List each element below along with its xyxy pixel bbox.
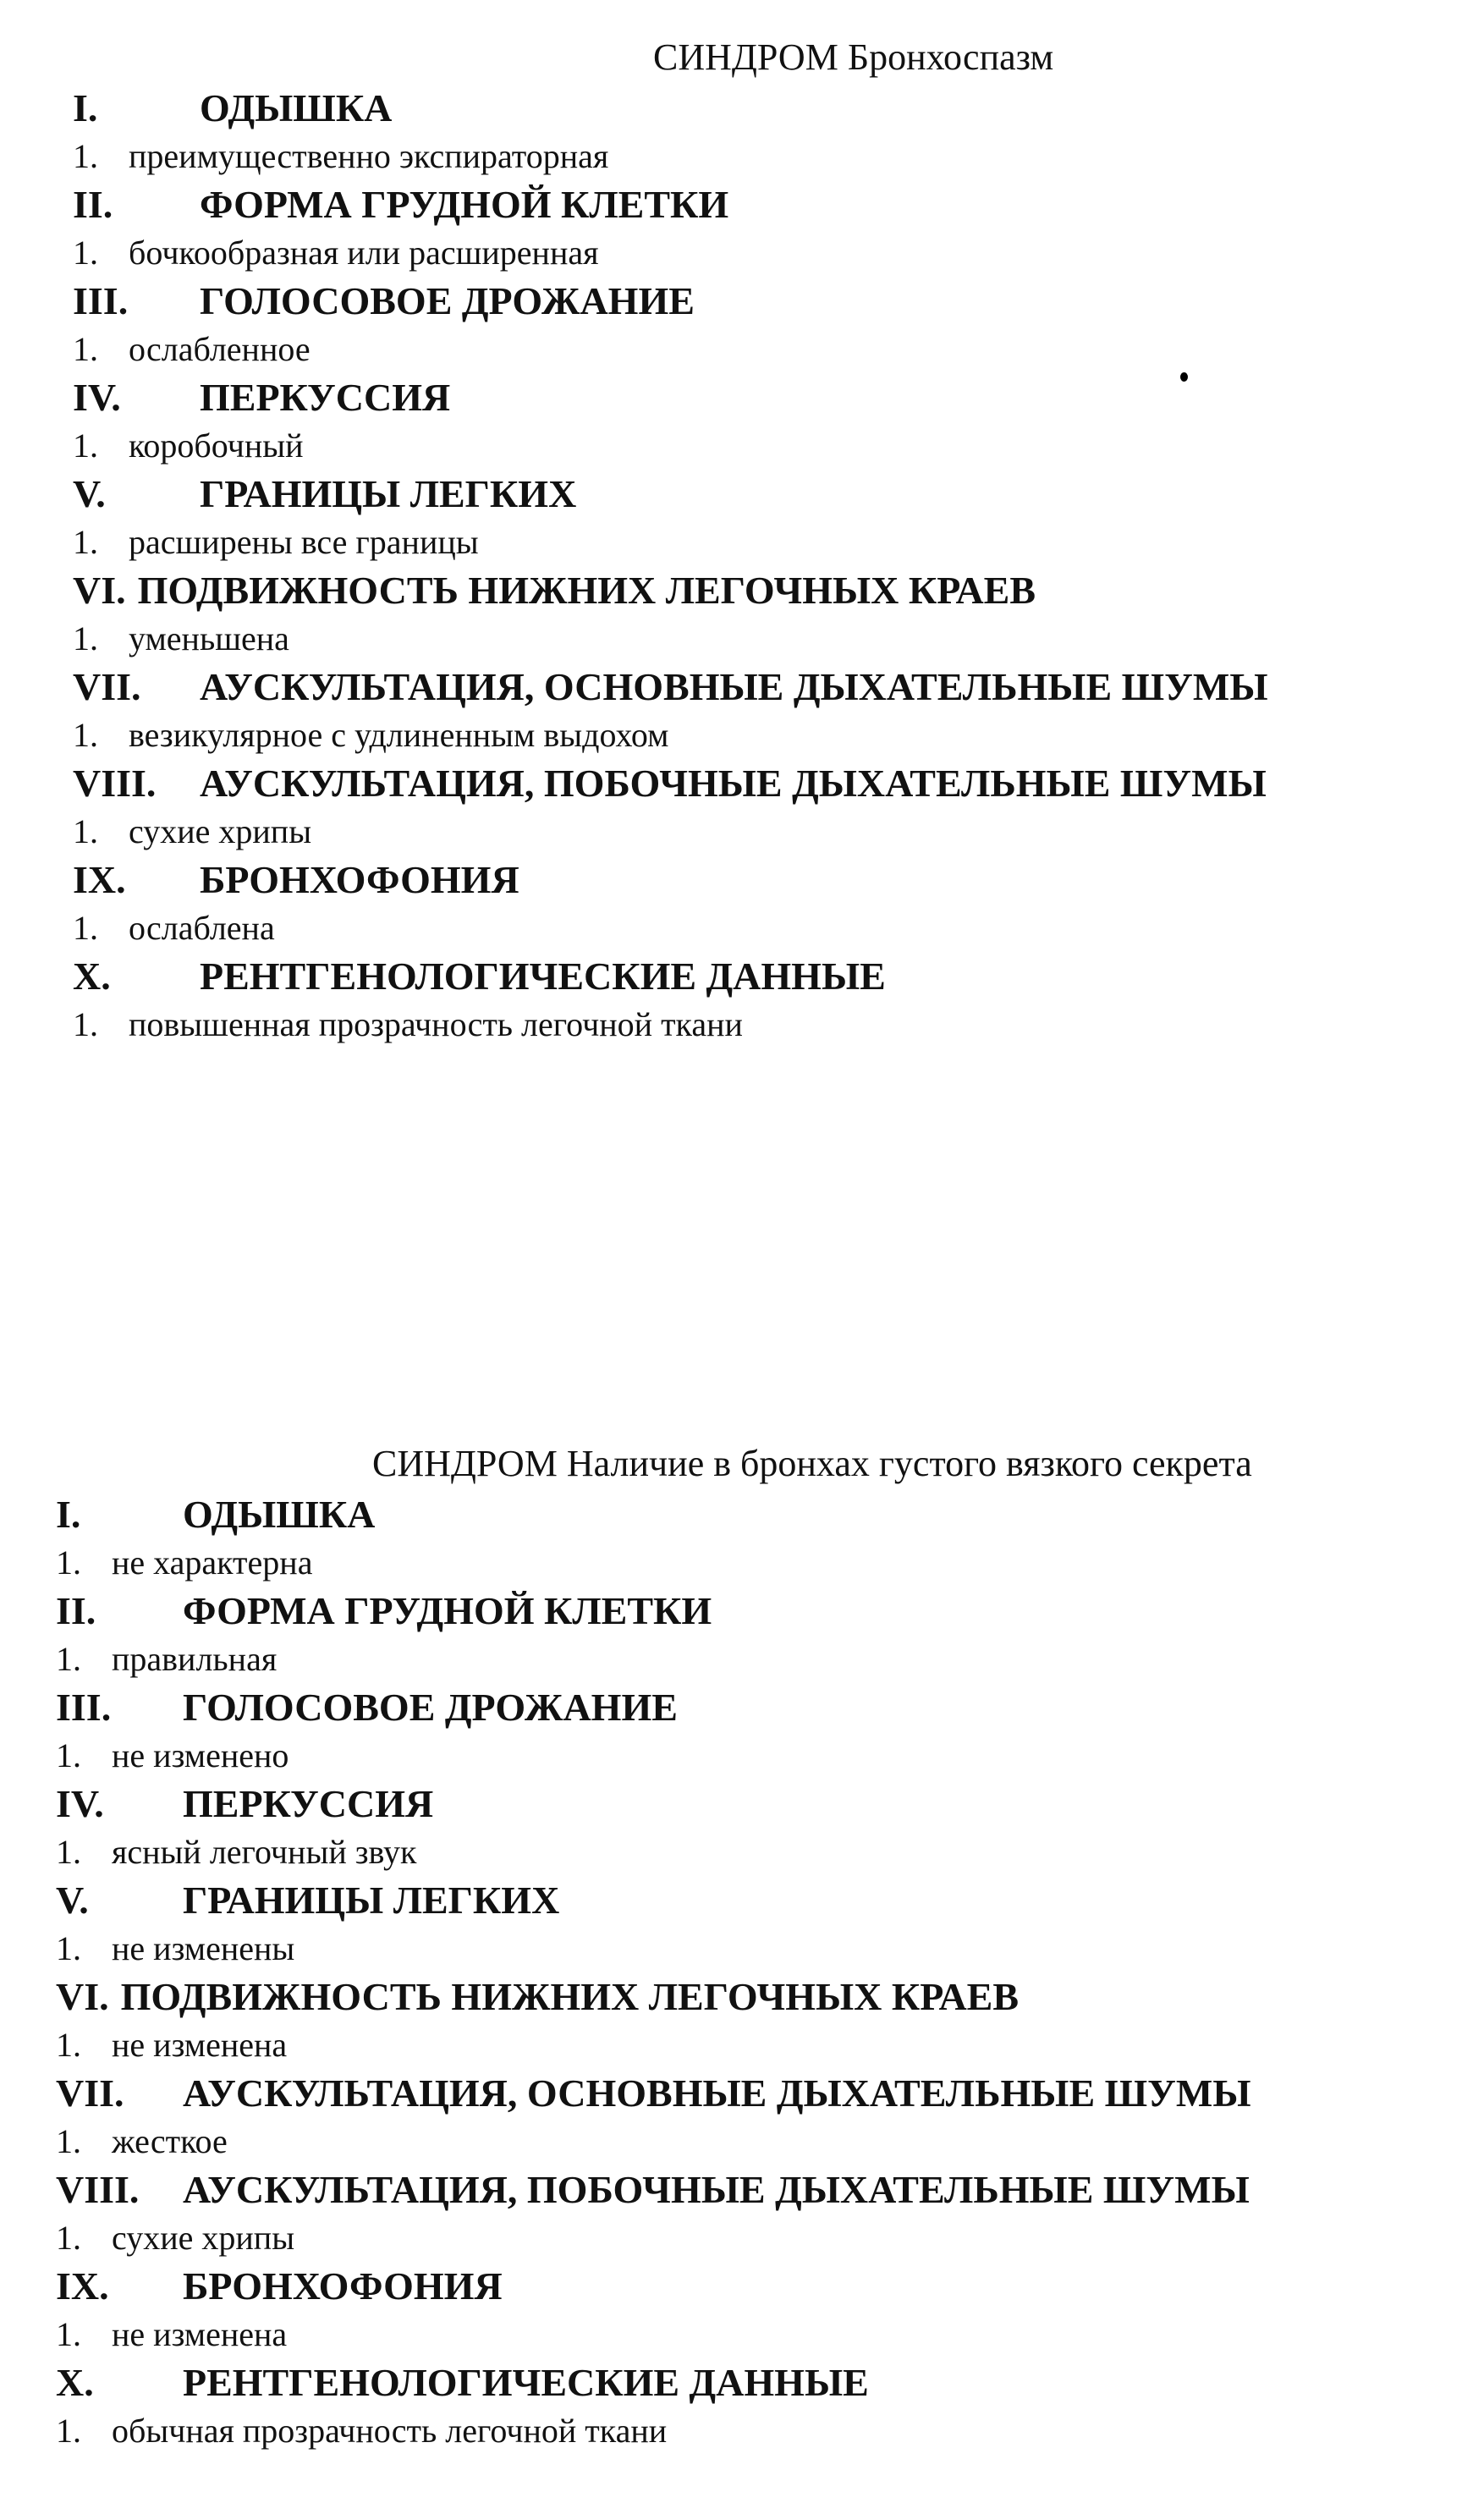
roman-numeral: VI.: [56, 1975, 109, 2018]
finding-item: [56, 2119, 1484, 2165]
finding-text: уменьшена: [129, 619, 289, 657]
finding-item: [56, 2408, 1484, 2454]
section-heading: [56, 1875, 1484, 1926]
section-heading: [73, 951, 1484, 1002]
finding-item: [56, 1540, 1484, 1586]
finding-text: ослаблена: [129, 909, 275, 947]
section: [0, 2261, 1484, 2357]
finding-text: ослабленное: [129, 330, 311, 368]
heading-text: ПОДВИЖНОСТЬ НИЖНИХ ЛЕГОЧНЫХ КРАЕВ: [120, 1975, 1020, 2018]
finding-text: коробочный: [129, 426, 304, 465]
syndrome-title: СИНДРОМ Бронхоспазм: [653, 36, 1054, 78]
finding-number: 1.: [56, 1929, 81, 1967]
section: [0, 758, 1484, 855]
section-heading: [56, 2165, 1484, 2215]
finding-text: преимущественно экспираторная: [129, 137, 609, 175]
syndrome-block-bronchospasm: [0, 32, 1484, 1048]
roman-numeral: VIII.: [73, 762, 157, 805]
section-heading: [56, 1972, 1484, 2022]
roman-numeral: I.: [73, 86, 98, 129]
roman-numeral: IV.: [56, 1782, 104, 1825]
finding-text: обычная прозрачность легочной ткани: [112, 2412, 668, 2450]
section-heading: [73, 758, 1484, 809]
finding-item: [73, 327, 1484, 372]
roman-numeral: IX.: [73, 858, 126, 901]
section-heading: [56, 2068, 1484, 2119]
finding-text: не изменено: [112, 1736, 289, 1774]
section-heading: [56, 1779, 1484, 1829]
section-heading: [56, 2261, 1484, 2312]
heading-text: ПЕРКУССИЯ: [183, 1782, 434, 1825]
finding-number: 1.: [73, 716, 98, 754]
finding-text: расширены все границы: [129, 523, 479, 561]
heading-text: ПЕРКУССИЯ: [200, 376, 451, 419]
heading-text: ГРАНИЦЫ ЛЕГКИХ: [200, 472, 577, 515]
roman-numeral: II.: [56, 1589, 96, 1632]
section: [0, 372, 1484, 469]
roman-numeral: II.: [73, 183, 113, 226]
finding-item: [56, 1637, 1484, 1682]
finding-number: 1.: [73, 523, 98, 561]
section: [0, 179, 1484, 276]
section: [0, 1489, 1484, 1586]
finding-number: 1.: [56, 1736, 81, 1774]
roman-numeral: VIII.: [56, 2168, 140, 2211]
finding-item: [56, 2215, 1484, 2261]
section-heading: [56, 1682, 1484, 1733]
finding-number: 1.: [56, 1833, 81, 1871]
finding-number: 1.: [73, 909, 98, 947]
heading-text: БРОНХОФОНИЯ: [200, 858, 519, 901]
roman-numeral: X.: [73, 954, 111, 998]
roman-numeral: VII.: [73, 665, 141, 708]
section-heading: [73, 179, 1484, 230]
section: [0, 276, 1484, 372]
heading-text: АУСКУЛЬТАЦИЯ, ПОБОЧНЫЕ ДЫХАТЕЛЬНЫЕ ШУМЫ: [183, 2168, 1250, 2211]
heading-text: РЕНТГЕНОЛОГИЧЕСКИЕ ДАННЫЕ: [183, 2361, 869, 2404]
section: [0, 83, 1484, 179]
heading-text: РЕНТГЕНОЛОГИЧЕСКИЕ ДАННЫЕ: [200, 954, 886, 998]
roman-numeral: VI.: [73, 569, 126, 612]
finding-number: 1.: [73, 1005, 98, 1043]
section: [0, 1586, 1484, 1682]
heading-text: ГОЛОСОВОЕ ДРОЖАНИЕ: [183, 1686, 678, 1729]
finding-number: 1.: [56, 2219, 81, 2257]
finding-number: 1.: [56, 2122, 81, 2160]
finding-number: 1.: [73, 330, 98, 368]
finding-number: 1.: [73, 619, 98, 657]
finding-text: не изменены: [112, 1929, 295, 1967]
finding-item: [73, 134, 1484, 179]
finding-text: правильная: [112, 1640, 278, 1678]
finding-number: 1.: [73, 137, 98, 175]
heading-text: АУСКУЛЬТАЦИЯ, ПОБОЧНЫЕ ДЫХАТЕЛЬНЫЕ ШУМЫ: [200, 762, 1267, 805]
finding-text: ясный легочный звук: [112, 1833, 417, 1871]
section-heading: [73, 372, 1484, 423]
section: [0, 1779, 1484, 1875]
finding-text: не изменена: [112, 2315, 288, 2353]
syndrome-title: СИНДРОМ Наличие в бронхах густого вязкого секрета: [372, 1443, 1252, 1484]
finding-number: 1.: [56, 1543, 81, 1582]
roman-numeral: X.: [56, 2361, 94, 2404]
section: [0, 951, 1484, 1048]
finding-item: [73, 809, 1484, 855]
finding-item: [56, 1926, 1484, 1972]
section: [0, 1682, 1484, 1779]
roman-numeral: III.: [56, 1686, 112, 1729]
heading-text: ГОЛОСОВОЕ ДРОЖАНИЕ: [200, 279, 695, 322]
heading-text: ГРАНИЦЫ ЛЕГКИХ: [183, 1879, 560, 1922]
finding-item: [56, 1733, 1484, 1779]
finding-text: сухие хрипы: [112, 2219, 295, 2257]
section: [0, 2357, 1484, 2454]
roman-numeral: IV.: [73, 376, 121, 419]
heading-text: АУСКУЛЬТАЦИЯ, ОСНОВНЫЕ ДЫХАТЕЛЬНЫЕ ШУМЫ: [200, 665, 1268, 708]
heading-text: ПОДВИЖНОСТЬ НИЖНИХ ЛЕГОЧНЫХ КРАЕВ: [137, 569, 1036, 612]
heading-text: БРОНХОФОНИЯ: [183, 2264, 503, 2308]
finding-item: [73, 712, 1484, 758]
section-heading: [73, 469, 1484, 520]
finding-number: 1.: [73, 234, 98, 272]
heading-text: ФОРМА ГРУДНОЙ КЛЕТКИ: [183, 1589, 712, 1632]
finding-item: [73, 616, 1484, 662]
section-heading: [73, 276, 1484, 327]
scan-speck: [1180, 372, 1188, 382]
finding-text: не характерна: [112, 1543, 313, 1582]
roman-numeral: V.: [73, 472, 106, 515]
finding-item: [56, 1829, 1484, 1875]
finding-item: [56, 2022, 1484, 2068]
roman-numeral: V.: [56, 1879, 89, 1922]
finding-text: жесткое: [112, 2122, 228, 2160]
roman-numeral: I.: [56, 1493, 81, 1536]
section: [0, 2068, 1484, 2165]
roman-numeral: VII.: [56, 2071, 124, 2115]
roman-numeral: III.: [73, 279, 129, 322]
heading-text: ОДЫШКА: [200, 86, 393, 129]
heading-text: ФОРМА ГРУДНОЙ КЛЕТКИ: [200, 183, 729, 226]
finding-item: [73, 230, 1484, 276]
finding-number: 1.: [56, 1640, 81, 1678]
section-heading: [56, 1586, 1484, 1637]
finding-item: [73, 905, 1484, 951]
roman-numeral: IX.: [56, 2264, 109, 2308]
heading-text: ОДЫШКА: [183, 1493, 376, 1536]
finding-item: [73, 423, 1484, 469]
section: [0, 565, 1484, 662]
section-heading: [73, 855, 1484, 905]
section-heading: [73, 83, 1484, 134]
section-list: [0, 1489, 1484, 2454]
section: [0, 1875, 1484, 1972]
section: [0, 662, 1484, 758]
finding-number: 1.: [73, 812, 98, 850]
finding-text: бочкообразная или расширенная: [129, 234, 599, 272]
finding-number: 1.: [56, 2412, 81, 2450]
finding-number: 1.: [56, 2026, 81, 2064]
finding-text: не изменена: [112, 2026, 288, 2064]
finding-text: повышенная прозрачность легочной ткани: [129, 1005, 743, 1043]
finding-text: везикулярное с удлиненным выдохом: [129, 716, 669, 754]
syndrome-block-viscous-secretion: [0, 1439, 1484, 2454]
section: [0, 855, 1484, 951]
section-heading: [73, 662, 1484, 712]
section-heading: [56, 2357, 1484, 2408]
section: [0, 469, 1484, 565]
section-heading: [73, 565, 1484, 616]
finding-number: 1.: [56, 2315, 81, 2353]
finding-number: 1.: [73, 426, 98, 465]
finding-item: [73, 1002, 1484, 1048]
finding-text: сухие хрипы: [129, 812, 312, 850]
finding-item: [73, 520, 1484, 565]
finding-item: [56, 2312, 1484, 2357]
section: [0, 2165, 1484, 2261]
section-heading: [56, 1489, 1484, 1540]
section-list: [0, 83, 1484, 1048]
section: [0, 1972, 1484, 2068]
heading-text: АУСКУЛЬТАЦИЯ, ОСНОВНЫЕ ДЫХАТЕЛЬНЫЕ ШУМЫ: [183, 2071, 1251, 2115]
